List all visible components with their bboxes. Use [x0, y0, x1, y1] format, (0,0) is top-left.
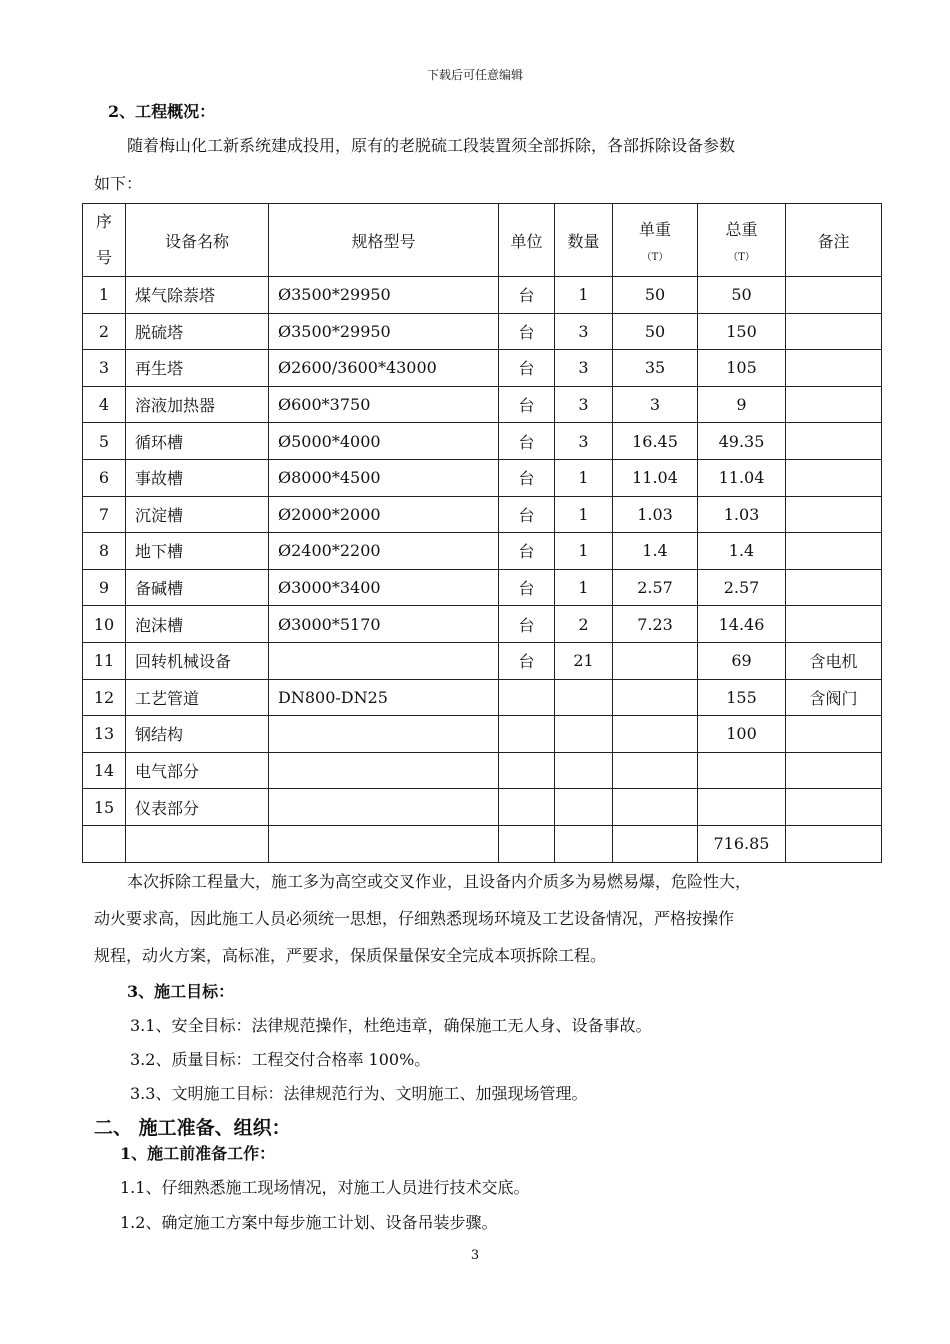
goal-civilized: 3.3、文明施工目标：法律规范行为、文明施工、加强现场管理。 — [130, 1084, 588, 1103]
cell-unit — [499, 825, 555, 862]
cell-unit: 台 — [499, 606, 555, 643]
cell-name: 循环槽 — [126, 423, 269, 460]
cell-unit: 台 — [499, 350, 555, 387]
intro-line-2: 如下： — [94, 174, 143, 193]
header-seq: 序号 — [83, 204, 126, 277]
cell-name: 沉淀槽 — [126, 496, 269, 533]
cell-qty: 21 — [555, 642, 613, 679]
cell-name: 再生塔 — [126, 350, 269, 387]
cell-tw: 155 — [698, 679, 786, 716]
cell-uw — [613, 752, 698, 789]
cell-seq: 1 — [83, 277, 126, 314]
table-row — [83, 789, 882, 826]
header-unit: 单位 — [499, 204, 555, 277]
table-row — [83, 716, 882, 753]
cell-tw: 150 — [698, 313, 786, 350]
cell-tw — [698, 789, 786, 826]
cell-qty — [555, 752, 613, 789]
total-weight-label: 总重 — [725, 220, 758, 239]
cell-seq: 7 — [83, 496, 126, 533]
body-line-2: 动火要求高，因此施工人员必须统一思想，仔细熟悉现场环境及工艺设备情况，严格按操作 — [94, 909, 735, 928]
cell-seq: 15 — [83, 789, 126, 826]
cell-note: 含电机 — [786, 642, 882, 679]
cell-uw: 7.23 — [613, 606, 698, 643]
goal-safety: 3.1、安全目标：法律规范操作，杜绝违章，确保施工无人身、设备事故。 — [130, 1016, 652, 1035]
cell-name: 电气部分 — [126, 752, 269, 789]
cell-name: 工艺管道 — [126, 679, 269, 716]
cell-name: 溶液加热器 — [126, 386, 269, 423]
header-unit-weight — [613, 204, 698, 277]
cell-qty: 3 — [555, 423, 613, 460]
header-note: 备注 — [786, 204, 882, 277]
cell-uw: 3 — [613, 386, 698, 423]
cell-qty — [555, 716, 613, 753]
cell-tw: 69 — [698, 642, 786, 679]
cell-note: 含阀门 — [786, 679, 882, 716]
cell-tw: 2.57 — [698, 569, 786, 606]
prep-item-2: 1.2、确定施工方案中每步施工计划、设备吊装步骤。 — [120, 1213, 498, 1232]
cell-uw: 2.57 — [613, 569, 698, 606]
cell-qty: 3 — [555, 386, 613, 423]
table-row — [83, 752, 882, 789]
cell-unit: 台 — [499, 496, 555, 533]
cell-spec — [269, 752, 499, 789]
cell-qty: 1 — [555, 277, 613, 314]
header-total-weight — [698, 204, 786, 277]
total-weight-unit: （T） — [728, 252, 755, 263]
cell-unit — [499, 679, 555, 716]
header-qty: 数量 — [555, 204, 613, 277]
cell-spec: Ø2400*2200 — [269, 533, 499, 570]
cell-spec: Ø2000*2000 — [269, 496, 499, 533]
subsection-1-title: 1、施工前准备工作： — [120, 1144, 276, 1163]
intro-line-1: 随着梅山化工新系统建成投用，原有的老脱硫工段装置须全部拆除，各部拆除设备参数 — [127, 136, 736, 155]
table-row — [83, 825, 882, 862]
unit-weight-unit: （T） — [641, 252, 669, 263]
cell-tw: 1.4 — [698, 533, 786, 570]
cell-note — [786, 569, 882, 606]
cell-note — [786, 533, 882, 570]
cell-qty: 1 — [555, 533, 613, 570]
cell-unit: 台 — [499, 313, 555, 350]
cell-name: 地下槽 — [126, 533, 269, 570]
cell-uw — [613, 642, 698, 679]
cell-qty: 1 — [555, 459, 613, 496]
cell-uw: 16.45 — [613, 423, 698, 460]
cell-note — [786, 350, 882, 387]
cell-name: 泡沫槽 — [126, 606, 269, 643]
cell-spec: DN800-DN25 — [269, 679, 499, 716]
goal-quality: 3.2、质量目标：工程交付合格率 100%。 — [130, 1050, 431, 1069]
cell-tw: 105 — [698, 350, 786, 387]
unit-weight-label: 单重 — [638, 220, 671, 239]
cell-note — [786, 277, 882, 314]
cell-spec: Ø3000*5170 — [269, 606, 499, 643]
cell-seq: 12 — [83, 679, 126, 716]
prep-item-1: 1.1、仔细熟悉施工现场情况，对施工人员进行技术交底。 — [120, 1178, 530, 1197]
cell-tw: 14.46 — [698, 606, 786, 643]
table-row — [83, 533, 882, 570]
table-row — [83, 496, 882, 533]
cell-seq: 5 — [83, 423, 126, 460]
page-header: 下载后可任意编辑 — [426, 68, 523, 82]
table-row — [83, 606, 882, 643]
cell-note — [786, 313, 882, 350]
cell-qty: 1 — [555, 569, 613, 606]
cell-name: 仪表部分 — [126, 789, 269, 826]
cell-qty — [555, 825, 613, 862]
cell-seq: 3 — [83, 350, 126, 387]
cell-name — [126, 825, 269, 862]
equipment-table — [82, 203, 882, 863]
cell-spec: Ø8000*4500 — [269, 459, 499, 496]
cell-seq: 13 — [83, 716, 126, 753]
cell-tw: 1.03 — [698, 496, 786, 533]
cell-spec: Ø3000*3400 — [269, 569, 499, 606]
cell-note — [786, 825, 882, 862]
cell-tw: 49.35 — [698, 423, 786, 460]
cell-spec — [269, 716, 499, 753]
cell-unit: 台 — [499, 459, 555, 496]
cell-note — [786, 459, 882, 496]
cell-note — [786, 496, 882, 533]
cell-spec: Ø3500*29950 — [269, 313, 499, 350]
cell-tw: 100 — [698, 716, 786, 753]
cell-uw: 11.04 — [613, 459, 698, 496]
cell-tw: 50 — [698, 277, 786, 314]
cell-name: 煤气除萘塔 — [126, 277, 269, 314]
cell-qty — [555, 679, 613, 716]
cell-uw — [613, 789, 698, 826]
section-3-title: 3、施工目标： — [127, 982, 235, 1001]
table-row — [83, 642, 882, 679]
table-body — [83, 277, 882, 863]
table-row — [83, 459, 882, 496]
cell-unit: 台 — [499, 642, 555, 679]
cell-uw: 1.03 — [613, 496, 698, 533]
header-spec: 规格型号 — [269, 204, 499, 277]
cell-spec: Ø5000*4000 — [269, 423, 499, 460]
cell-seq: 9 — [83, 569, 126, 606]
cell-unit — [499, 789, 555, 826]
cell-name: 回转机械设备 — [126, 642, 269, 679]
table-header-row — [83, 204, 882, 277]
cell-spec: Ø600*3750 — [269, 386, 499, 423]
cell-unit: 台 — [499, 277, 555, 314]
cell-note — [786, 716, 882, 753]
cell-uw — [613, 679, 698, 716]
cell-seq: 8 — [83, 533, 126, 570]
cell-uw: 1.4 — [613, 533, 698, 570]
table-row — [83, 313, 882, 350]
cell-uw: 50 — [613, 277, 698, 314]
cell-seq: 6 — [83, 459, 126, 496]
cell-spec: Ø3500*29950 — [269, 277, 499, 314]
cell-spec — [269, 825, 499, 862]
cell-note — [786, 386, 882, 423]
cell-note — [786, 606, 882, 643]
cell-qty: 3 — [555, 350, 613, 387]
cell-qty: 2 — [555, 606, 613, 643]
cell-spec — [269, 642, 499, 679]
cell-note — [786, 423, 882, 460]
table-row — [83, 679, 882, 716]
cell-uw: 50 — [613, 313, 698, 350]
table-row — [83, 277, 882, 314]
header-name: 设备名称 — [126, 204, 269, 277]
section-2-title: 2、工程概况： — [108, 102, 216, 121]
cell-name: 脱硫塔 — [126, 313, 269, 350]
cell-uw — [613, 716, 698, 753]
cell-seq: 14 — [83, 752, 126, 789]
cell-seq: 11 — [83, 642, 126, 679]
cell-seq: 2 — [83, 313, 126, 350]
cell-seq — [83, 825, 126, 862]
cell-seq: 4 — [83, 386, 126, 423]
cell-tw: 11.04 — [698, 459, 786, 496]
cell-qty — [555, 789, 613, 826]
cell-name: 钢结构 — [126, 716, 269, 753]
cell-unit: 台 — [499, 423, 555, 460]
cell-note — [786, 789, 882, 826]
cell-tw: 9 — [698, 386, 786, 423]
table-row — [83, 569, 882, 606]
cell-tw: 716.85 — [698, 825, 786, 862]
page-number: 3 — [470, 1248, 480, 1263]
table-row — [83, 386, 882, 423]
cell-qty: 1 — [555, 496, 613, 533]
cell-tw — [698, 752, 786, 789]
cell-unit: 台 — [499, 386, 555, 423]
cell-spec: Ø2600/3600*43000 — [269, 350, 499, 387]
cell-spec — [269, 789, 499, 826]
cell-unit: 台 — [499, 569, 555, 606]
cell-unit — [499, 752, 555, 789]
table-row — [83, 350, 882, 387]
body-line-1: 本次拆除工程量大，施工多为高空或交叉作业，且设备内介质多为易燃易爆，危险性大， — [127, 872, 752, 891]
cell-seq: 10 — [83, 606, 126, 643]
cell-name: 备碱槽 — [126, 569, 269, 606]
body-line-3: 规程，动火方案，高标准，严要求，保质保量保安全完成本项拆除工程。 — [94, 946, 607, 965]
cell-unit — [499, 716, 555, 753]
cell-note — [786, 752, 882, 789]
cell-name: 事故槽 — [126, 459, 269, 496]
cell-qty: 3 — [555, 313, 613, 350]
chapter-2-title: 二、 施工准备、组织： — [94, 1117, 291, 1139]
cell-uw — [613, 825, 698, 862]
cell-unit: 台 — [499, 533, 555, 570]
cell-uw: 35 — [613, 350, 698, 387]
table-row — [83, 423, 882, 460]
